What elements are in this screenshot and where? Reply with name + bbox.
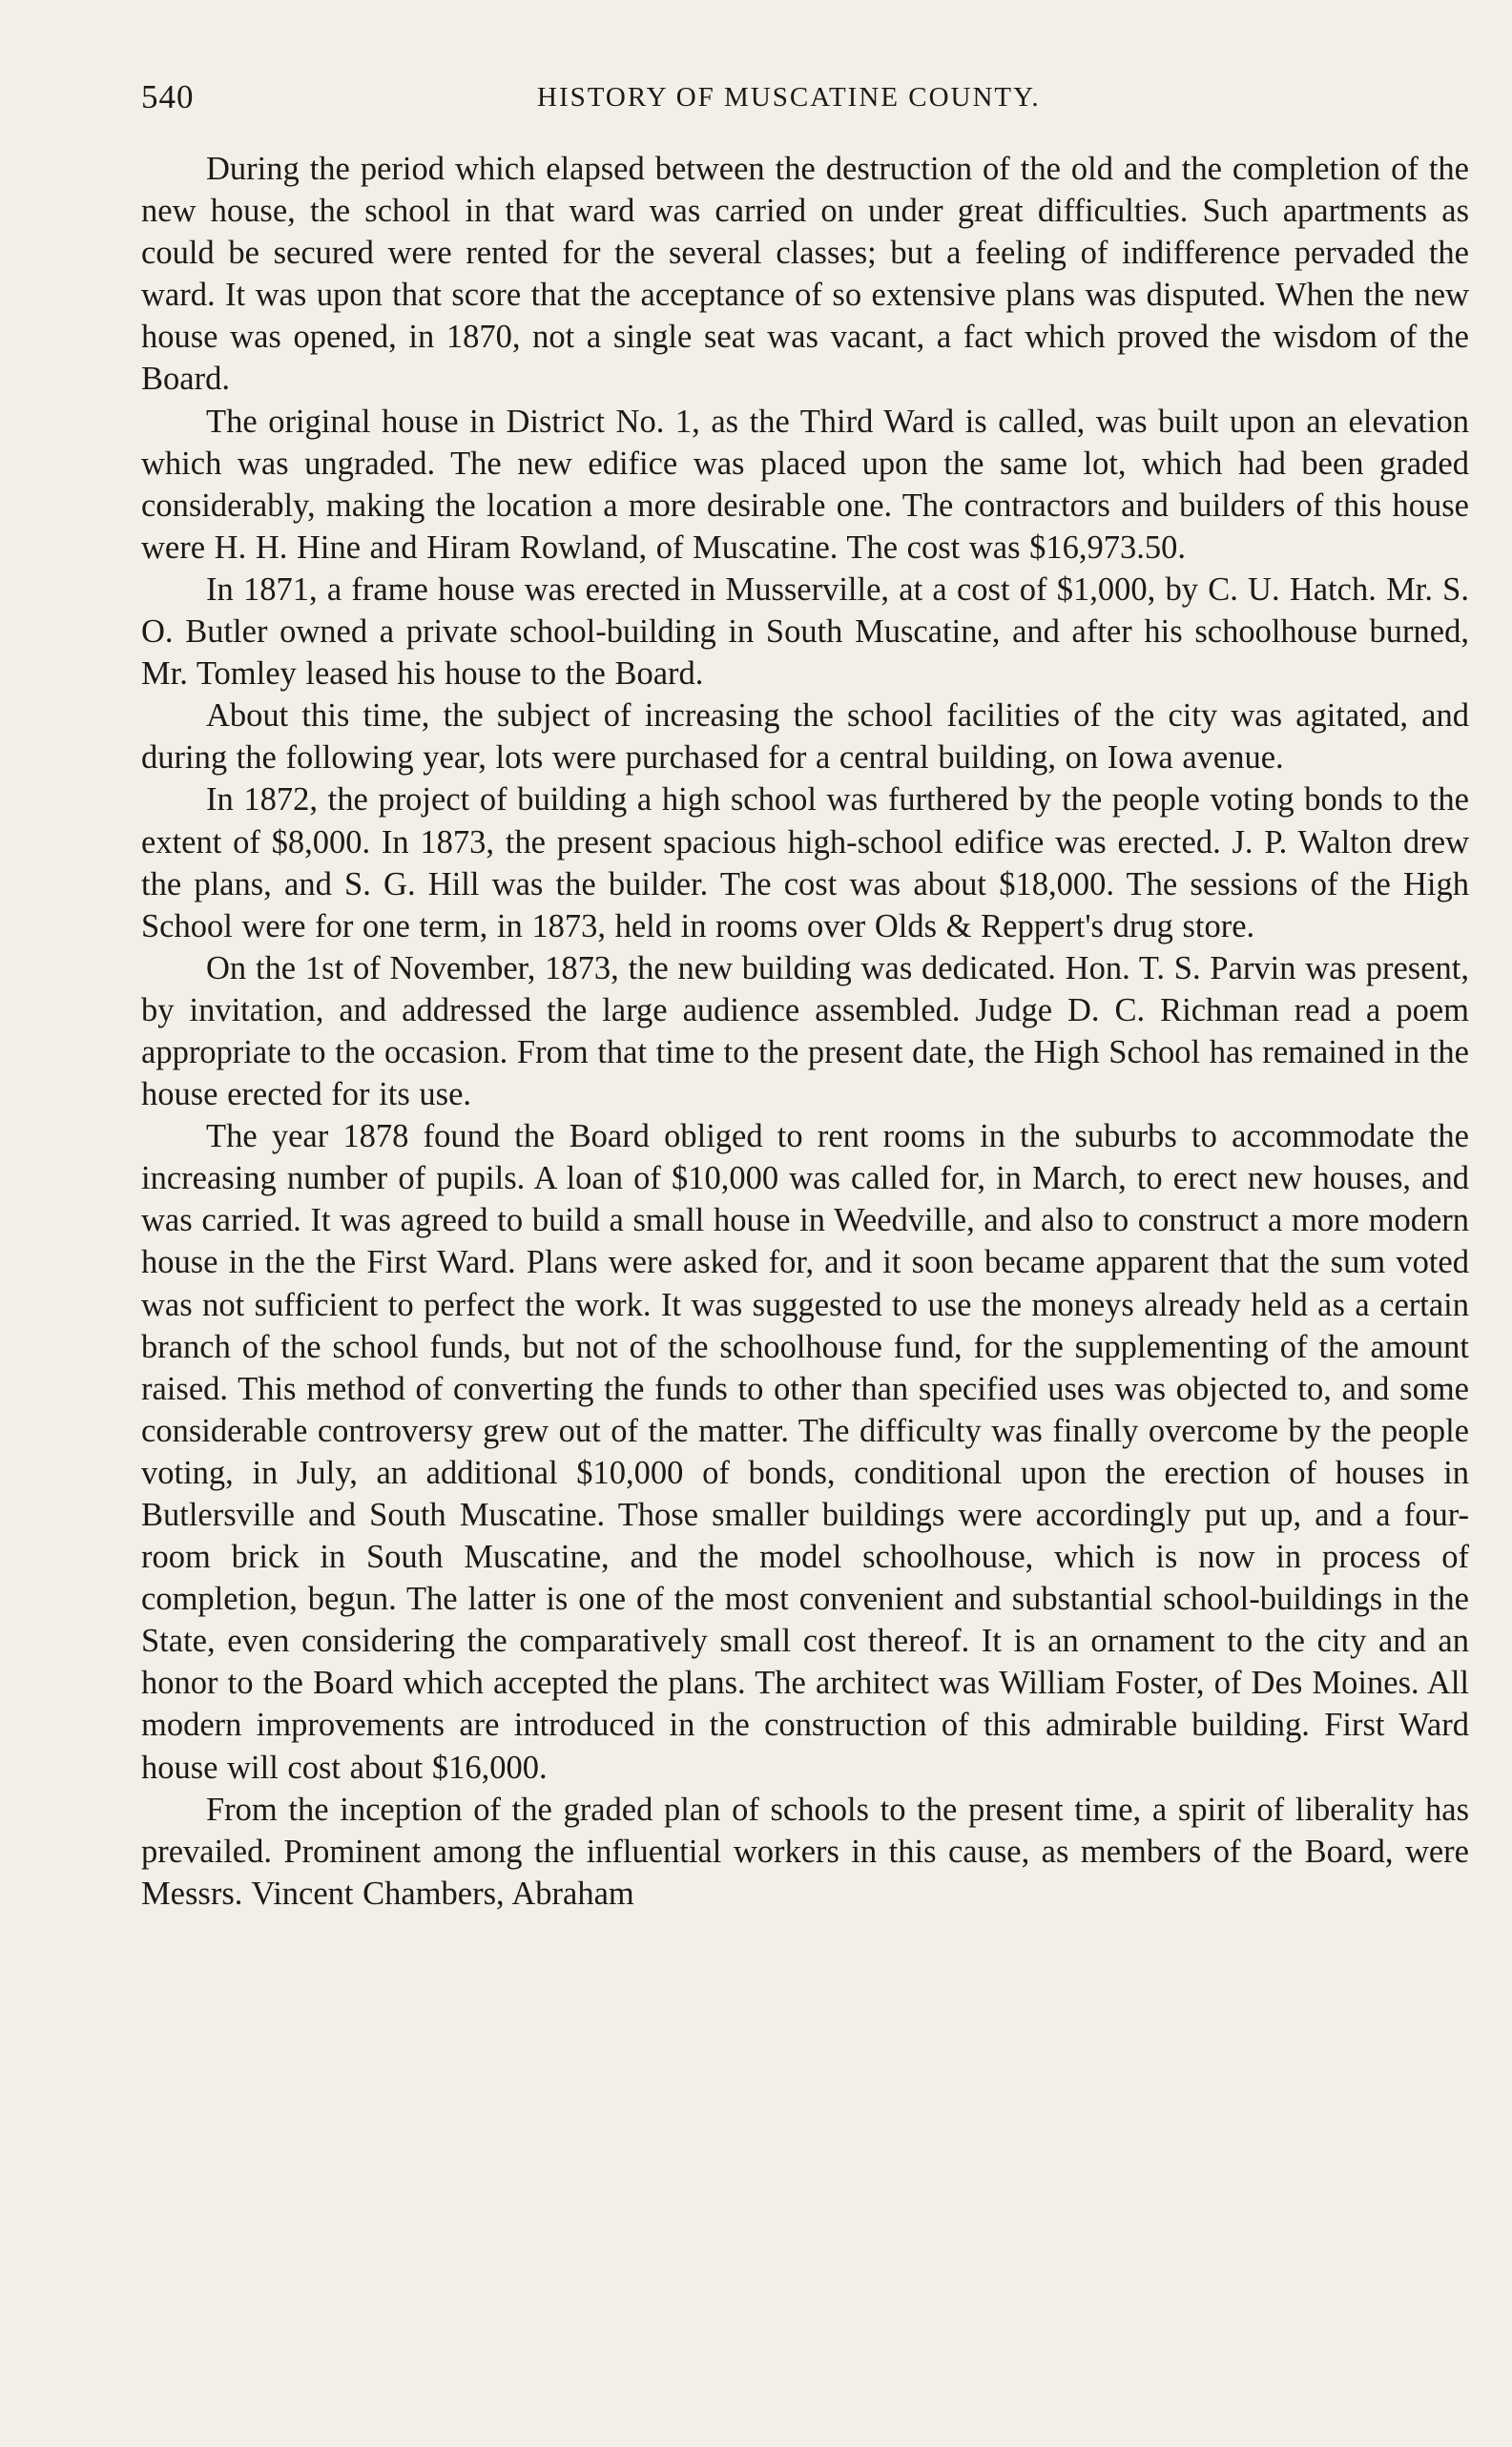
paragraph: In 1872, the project of building a high school was furthered by the people voting bonds to the extent of $8,000. In 1873, the present spacious high-school edifice was erected. J. P. Walton drew the plans, and S. G. Hill was the builder. The cost was about $18,000. The sessions of the High School were for one term, in 1873, held in rooms over Olds & Reppert's drug store. bbox=[141, 781, 1469, 944]
paragraph: About this time, the subject of increasing the school facilities of the city was agitated, and during the following year, lots were purchased for a central building, on Iowa avenue. bbox=[141, 697, 1469, 777]
page-number: 540 bbox=[141, 78, 195, 115]
page-header bbox=[141, 71, 1467, 124]
paragraph: The original house in District No. 1, as the Third Ward is called, was built upon an elevation which was ungraded. The new edifice was placed upon the same lot, which had been graded considerably, making the location a more desirable one. The contractors and builders of this house were H. H. Hine and Hiram Rowland, of Muscatine. The cost was $16,973.50. bbox=[141, 403, 1469, 566]
paragraph: The year 1878 found the Board obliged to rent rooms in the suburbs to accommodate the increasing number of pupils. A loan of $10,000 was called for, in March, to erect new houses, and was carried. It was agreed to build a small house in Weedville, and also to construct a more modern house in the the First Ward. Plans were asked for, and it soon became apparent that the sum voted was not sufficient to perfect the work. It was suggested to use the moneys already held as a certain branch of the school funds, but not of the schoolhouse fund, for the supplementing of the amount raised. This method of converting the funds to other than specified uses was objected to, and some considerable controversy grew out of the matter. The difficulty was finally overcome by the people voting, in July, an additional $10,000 of bonds, conditional upon the erection of houses in Butlersville and South Muscatine. Those smaller buildings were accordingly put up, and a four-room brick in South Muscatine, and the model schoolhouse, which is now in process of completion, begun. The latter is one of the most convenient and substantial school-buildings in the State, even considering the comparatively small cost thereof. It is an ornament to the city and an honor to the Board which accepted the plans. The architect was William Foster, of Des Moines. All modern improvements are introduced in the construction of this admirable building. First Ward house will cost about $16,000. bbox=[141, 1118, 1469, 1786]
paragraph: On the 1st of November, 1873, the new building was dedicated. Hon. T. S. Parvin was present, by invitation, and addressed the large audience assembled. Judge D. C. Richman read a poem appropriate to the occasion. From that time to the present date, the High School has remained in the house erected for its use. bbox=[141, 949, 1469, 1113]
paragraph: During the period which elapsed between the destruction of the old and the completion of the new house, the school in that ward was carried on under great difficulties. Such apartments as could be secured were rented for the several classes; but a feeling of indifference pervaded the ward. It was upon that score that the acceptance of so extensive plans was disputed. When the new house was opened, in 1870, not a single seat was vacant, a fact which proved the wisdom of the Board. bbox=[141, 151, 1469, 398]
running-title: HISTORY OF MUSCATINE COUNTY. bbox=[537, 82, 1041, 113]
body-text bbox=[141, 148, 1469, 1915]
paragraph: From the inception of the graded plan of schools to the present time, a spirit of liberality has prevailed. Prominent among the influential workers in this cause, as members of the Board, were Messrs. Vincent Chambers, Abraham bbox=[141, 1791, 1469, 1912]
paragraph: In 1871, a frame house was erected in Musserville, at a cost of $1,000, by C. U. Hatch. Mr. S. O. Butler owned a private school-building in South Muscatine, and after his schoolhouse burned, Mr. Tomley leased his house to the Board. bbox=[141, 570, 1469, 693]
